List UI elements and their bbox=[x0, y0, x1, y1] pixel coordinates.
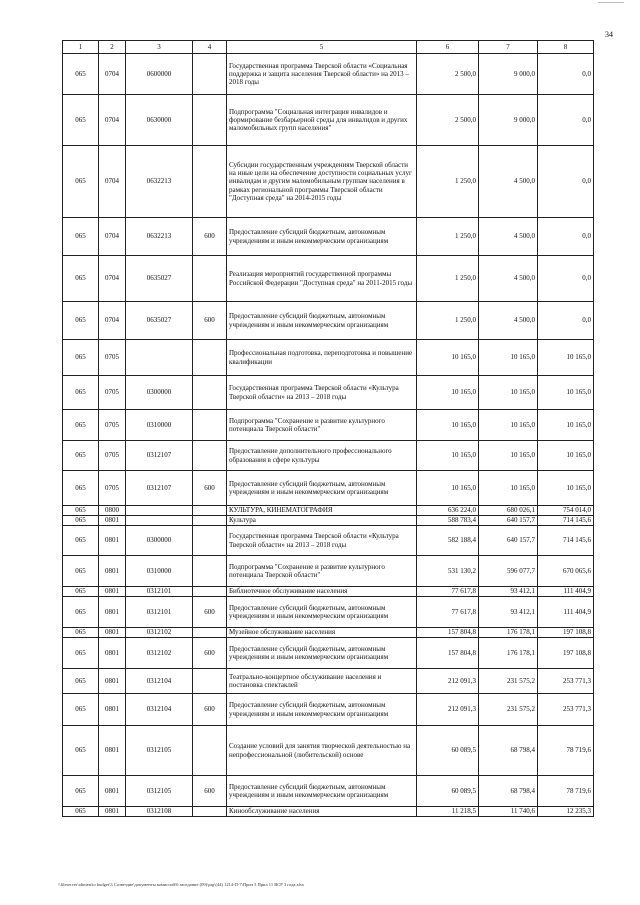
cell-description: Библиотечное обслуживание населения bbox=[227, 587, 417, 597]
cell-description: Предоставление субсидий бюджетным, автономным учреждениям и иным некоммерческим организациям bbox=[227, 638, 417, 669]
cell-amount-year3: 197 108,8 bbox=[538, 628, 594, 638]
cell-section-code: 0801 bbox=[99, 776, 126, 807]
cell-description: Подпрограмма "Сохранение и развитие культурного потенциала Тверской области" bbox=[227, 410, 417, 441]
cell-amount-year2: 176 178,1 bbox=[479, 628, 538, 638]
cell-target-code: 0312101 bbox=[126, 597, 193, 628]
cell-target-code: 0312105 bbox=[126, 726, 193, 776]
cell-amount-year3: 0,0 bbox=[538, 95, 594, 146]
cell-description: Предоставление дополнительного профессионального образования в сфере культуры bbox=[227, 441, 417, 471]
table-row bbox=[63, 302, 594, 340]
cell-amount-year2: 4 500,0 bbox=[479, 256, 538, 302]
cell-section-code: 0801 bbox=[99, 807, 126, 817]
cell-section-code: 0704 bbox=[99, 54, 126, 95]
header-col-7: 7 bbox=[479, 41, 538, 54]
cell-amount-year2: 93 412,1 bbox=[479, 597, 538, 628]
cell-target-code: 0310000 bbox=[126, 410, 193, 441]
cell-expense-type: 600 bbox=[193, 638, 227, 669]
cell-expense-type bbox=[193, 807, 227, 817]
cell-amount-year2: 10 165,0 bbox=[479, 471, 538, 506]
cell-admin-code: 065 bbox=[63, 526, 99, 556]
cell-section-code: 0705 bbox=[99, 471, 126, 506]
cell-amount-year1: 10 165,0 bbox=[417, 441, 479, 471]
cell-amount-year3: 754 014,0 bbox=[538, 506, 594, 516]
cell-amount-year1: 212 091,3 bbox=[417, 694, 479, 726]
cell-section-code: 0705 bbox=[99, 340, 126, 376]
cell-amount-year2: 4 500,0 bbox=[479, 146, 538, 218]
cell-amount-year1: 60 089,5 bbox=[417, 726, 479, 776]
cell-admin-code: 065 bbox=[63, 807, 99, 817]
cell-admin-code: 065 bbox=[63, 54, 99, 95]
cell-amount-year2: 10 165,0 bbox=[479, 376, 538, 410]
table-row bbox=[63, 597, 594, 628]
file-path-footer: \\fileserver\obmen\to budget\3 Созвездие\документы комиссий\6 заседание (09)\prg\(44) 1214-П-7\Прил 3 Прил 11 ВСР 3 года.xlsx bbox=[58, 882, 305, 887]
cell-amount-year3: 0,0 bbox=[538, 146, 594, 218]
cell-expense-type bbox=[193, 340, 227, 376]
table-row bbox=[63, 638, 594, 669]
cell-amount-year3: 78 719,6 bbox=[538, 776, 594, 807]
cell-section-code: 0705 bbox=[99, 376, 126, 410]
cell-target-code bbox=[126, 340, 193, 376]
cell-description: Государственная программа Тверской области «Социальная поддержка и защита населения Тверской области» на 2013 – 2018 годы bbox=[227, 54, 417, 95]
header-col-2: 2 bbox=[99, 41, 126, 54]
cell-section-code: 0801 bbox=[99, 516, 126, 526]
cell-amount-year1: 582 188,4 bbox=[417, 526, 479, 556]
header-col-6: 6 bbox=[417, 41, 479, 54]
cell-amount-year2: 68 798,4 bbox=[479, 726, 538, 776]
cell-section-code: 0801 bbox=[99, 694, 126, 726]
cell-description: Кинообслуживание населения bbox=[227, 807, 417, 817]
cell-section-code: 0801 bbox=[99, 669, 126, 694]
cell-admin-code: 065 bbox=[63, 506, 99, 516]
cell-section-code: 0801 bbox=[99, 638, 126, 669]
cell-target-code: 0632213 bbox=[126, 218, 193, 256]
table-header-row bbox=[63, 41, 594, 54]
cell-admin-code: 065 bbox=[63, 471, 99, 506]
cell-admin-code: 065 bbox=[63, 726, 99, 776]
cell-target-code: 0630000 bbox=[126, 95, 193, 146]
cell-amount-year1: 10 165,0 bbox=[417, 471, 479, 506]
table-row bbox=[63, 95, 594, 146]
cell-admin-code: 065 bbox=[63, 256, 99, 302]
cell-admin-code: 065 bbox=[63, 638, 99, 669]
cell-description: Предоставление субсидий бюджетным, автономным учреждениям и иным некоммерческим организациям bbox=[227, 776, 417, 807]
cell-amount-year1: 636 224,0 bbox=[417, 506, 479, 516]
cell-admin-code: 065 bbox=[63, 146, 99, 218]
cell-admin-code: 065 bbox=[63, 218, 99, 256]
table-row bbox=[63, 340, 594, 376]
cell-expense-type bbox=[193, 628, 227, 638]
cell-amount-year2: 9 000,0 bbox=[479, 54, 538, 95]
header-col-4: 4 bbox=[193, 41, 227, 54]
cell-expense-type: 600 bbox=[193, 776, 227, 807]
cell-description: Создание условий для занятия творческой деятельностью на непрофессиональной (любительской) основе bbox=[227, 726, 417, 776]
cell-amount-year2: 231 575,2 bbox=[479, 694, 538, 726]
cell-target-code: 0312107 bbox=[126, 441, 193, 471]
cell-description: Субсидии государственным учреждениям Тверской области на иные цели на обеспечение доступности социальных услуг инвалидам и другим маломобильным группам населения в рамках региональной программы Тверской области "Доступная среда" на 2014-2015 годы bbox=[227, 146, 417, 218]
cell-amount-year3: 10 165,0 bbox=[538, 471, 594, 506]
cell-amount-year2: 680 026,1 bbox=[479, 506, 538, 516]
table-row bbox=[63, 506, 594, 516]
cell-admin-code: 065 bbox=[63, 776, 99, 807]
table-row bbox=[63, 410, 594, 441]
cell-amount-year1: 1 250,0 bbox=[417, 146, 479, 218]
cell-expense-type: 600 bbox=[193, 471, 227, 506]
cell-amount-year3: 10 165,0 bbox=[538, 441, 594, 471]
table-row bbox=[63, 628, 594, 638]
cell-expense-type bbox=[193, 516, 227, 526]
cell-target-code: 0312107 bbox=[126, 471, 193, 506]
cell-expense-type bbox=[193, 506, 227, 516]
cell-expense-type bbox=[193, 376, 227, 410]
cell-target-code: 0600000 bbox=[126, 54, 193, 95]
cell-amount-year3: 0,0 bbox=[538, 256, 594, 302]
cell-amount-year1: 212 091,3 bbox=[417, 669, 479, 694]
cell-amount-year3: 12 235,3 bbox=[538, 807, 594, 817]
cell-admin-code: 065 bbox=[63, 340, 99, 376]
header-col-8: 8 bbox=[538, 41, 594, 54]
cell-admin-code: 065 bbox=[63, 410, 99, 441]
table-row bbox=[63, 516, 594, 526]
cell-amount-year2: 596 077,7 bbox=[479, 556, 538, 587]
cell-section-code: 0704 bbox=[99, 302, 126, 340]
cell-amount-year2: 11 740,6 bbox=[479, 807, 538, 817]
table-row bbox=[63, 694, 594, 726]
cell-target-code: 0312102 bbox=[126, 628, 193, 638]
cell-admin-code: 065 bbox=[63, 95, 99, 146]
cell-amount-year3: 111 404,9 bbox=[538, 597, 594, 628]
cell-amount-year1: 1 250,0 bbox=[417, 302, 479, 340]
cell-section-code: 0801 bbox=[99, 587, 126, 597]
cell-amount-year1: 10 165,0 bbox=[417, 376, 479, 410]
budget-table bbox=[62, 40, 594, 817]
cell-amount-year3: 10 165,0 bbox=[538, 410, 594, 441]
header-col-1: 1 bbox=[63, 41, 99, 54]
cell-expense-type bbox=[193, 146, 227, 218]
table-row bbox=[63, 376, 594, 410]
cell-expense-type: 600 bbox=[193, 597, 227, 628]
cell-amount-year1: 77 617,8 bbox=[417, 597, 479, 628]
cell-amount-year1: 2 500,0 bbox=[417, 54, 479, 95]
cell-amount-year2: 231 575,2 bbox=[479, 669, 538, 694]
table-row bbox=[63, 726, 594, 776]
cell-section-code: 0801 bbox=[99, 556, 126, 587]
cell-amount-year1: 2 500,0 bbox=[417, 95, 479, 146]
cell-target-code: 0312104 bbox=[126, 694, 193, 726]
cell-amount-year1: 531 130,2 bbox=[417, 556, 479, 587]
cell-amount-year3: 0,0 bbox=[538, 302, 594, 340]
cell-expense-type bbox=[193, 587, 227, 597]
cell-expense-type bbox=[193, 556, 227, 587]
cell-amount-year3: 78 719,6 bbox=[538, 726, 594, 776]
cell-description: Государственная программа Тверской области «Культура Тверской области» на 2013 – 2018 годы bbox=[227, 376, 417, 410]
cell-target-code: 0632213 bbox=[126, 146, 193, 218]
cell-description: Театрально-концертное обслуживание населения и постановка спектаклей bbox=[227, 669, 417, 694]
cell-target-code: 0300000 bbox=[126, 526, 193, 556]
cell-expense-type bbox=[193, 726, 227, 776]
cell-expense-type bbox=[193, 95, 227, 146]
cell-target-code bbox=[126, 516, 193, 526]
cell-amount-year3: 0,0 bbox=[538, 54, 594, 95]
cell-description: Государственная программа Тверской области «Культура Тверской области» на 2013 – 2018 годы bbox=[227, 526, 417, 556]
cell-section-code: 0801 bbox=[99, 628, 126, 638]
cell-amount-year2: 10 165,0 bbox=[479, 441, 538, 471]
cell-amount-year2: 640 157,7 bbox=[479, 526, 538, 556]
cell-target-code: 0312102 bbox=[126, 638, 193, 669]
cell-amount-year1: 1 250,0 bbox=[417, 256, 479, 302]
cell-section-code: 0704 bbox=[99, 218, 126, 256]
cell-description: Предоставление субсидий бюджетным, автономным учреждениям и иным некоммерческим организациям bbox=[227, 471, 417, 506]
header-col-3: 3 bbox=[126, 41, 193, 54]
cell-amount-year1: 60 089,5 bbox=[417, 776, 479, 807]
cell-target-code: 0312105 bbox=[126, 776, 193, 807]
cell-description: Подпрограмма "Сохранение и развитие культурного потенциала Тверской области" bbox=[227, 556, 417, 587]
cell-admin-code: 065 bbox=[63, 441, 99, 471]
cell-description: Подпрограмма "Социальная интеграция инвалидов и формирование безбарьерной среды для инвалидов и других маломобильных групп населения" bbox=[227, 95, 417, 146]
cell-amount-year1: 10 165,0 bbox=[417, 340, 479, 376]
cell-expense-type: 600 bbox=[193, 218, 227, 256]
cell-amount-year2: 4 500,0 bbox=[479, 302, 538, 340]
table-row bbox=[63, 256, 594, 302]
table-row bbox=[63, 471, 594, 506]
cell-target-code: 0312104 bbox=[126, 669, 193, 694]
cell-amount-year1: 77 617,8 bbox=[417, 587, 479, 597]
cell-description: Предоставление субсидий бюджетным, автономным учреждениям и иным некоммерческим организациям bbox=[227, 218, 417, 256]
table-row bbox=[63, 776, 594, 807]
scan-mark bbox=[598, 2, 624, 3]
cell-target-code: 0310000 bbox=[126, 556, 193, 587]
cell-amount-year3: 10 165,0 bbox=[538, 340, 594, 376]
cell-target-code: 0312108 bbox=[126, 807, 193, 817]
cell-amount-year2: 68 798,4 bbox=[479, 776, 538, 807]
cell-amount-year3: 10 165,0 bbox=[538, 376, 594, 410]
cell-admin-code: 065 bbox=[63, 516, 99, 526]
cell-section-code: 0801 bbox=[99, 526, 126, 556]
cell-amount-year1: 157 804,8 bbox=[417, 638, 479, 669]
cell-description: Культура bbox=[227, 516, 417, 526]
table-row bbox=[63, 526, 594, 556]
cell-admin-code: 065 bbox=[63, 302, 99, 340]
cell-amount-year3: 111 404,9 bbox=[538, 587, 594, 597]
cell-amount-year1: 11 218,5 bbox=[417, 807, 479, 817]
table-row bbox=[63, 218, 594, 256]
cell-amount-year2: 10 165,0 bbox=[479, 410, 538, 441]
cell-amount-year2: 93 412,1 bbox=[479, 587, 538, 597]
table-row bbox=[63, 54, 594, 95]
cell-description: Реализация мероприятий государственной программы Российской Федерации "Доступная среда" на 2011-2015 годы bbox=[227, 256, 417, 302]
cell-expense-type bbox=[193, 256, 227, 302]
cell-expense-type bbox=[193, 669, 227, 694]
cell-amount-year1: 588 783,4 bbox=[417, 516, 479, 526]
cell-admin-code: 065 bbox=[63, 694, 99, 726]
cell-amount-year2: 4 500,0 bbox=[479, 218, 538, 256]
table-row bbox=[63, 669, 594, 694]
cell-section-code: 0704 bbox=[99, 95, 126, 146]
cell-admin-code: 065 bbox=[63, 669, 99, 694]
cell-admin-code: 065 bbox=[63, 556, 99, 587]
table-row bbox=[63, 807, 594, 817]
cell-amount-year3: 714 145,6 bbox=[538, 526, 594, 556]
cell-target-code: 0312101 bbox=[126, 587, 193, 597]
cell-target-code: 0300000 bbox=[126, 376, 193, 410]
cell-target-code: 0635027 bbox=[126, 302, 193, 340]
cell-admin-code: 065 bbox=[63, 376, 99, 410]
cell-description: Профессиональная подготовка, переподготовка и повышение квалификации bbox=[227, 340, 417, 376]
cell-section-code: 0704 bbox=[99, 146, 126, 218]
table-row bbox=[63, 441, 594, 471]
page-number: 34 bbox=[605, 30, 613, 39]
table-row bbox=[63, 556, 594, 587]
cell-amount-year3: 670 065,6 bbox=[538, 556, 594, 587]
cell-description: Предоставление субсидий бюджетным, автономным учреждениям и иным некоммерческим организациям bbox=[227, 302, 417, 340]
cell-section-code: 0801 bbox=[99, 726, 126, 776]
cell-section-code: 0801 bbox=[99, 597, 126, 628]
cell-target-code: 0635027 bbox=[126, 256, 193, 302]
cell-amount-year1: 10 165,0 bbox=[417, 410, 479, 441]
cell-amount-year1: 157 804,8 bbox=[417, 628, 479, 638]
cell-expense-type bbox=[193, 54, 227, 95]
cell-amount-year1: 1 250,0 bbox=[417, 218, 479, 256]
cell-admin-code: 065 bbox=[63, 587, 99, 597]
cell-section-code: 0705 bbox=[99, 410, 126, 441]
cell-amount-year3: 253 771,3 bbox=[538, 669, 594, 694]
table-row bbox=[63, 146, 594, 218]
cell-amount-year3: 714 145,6 bbox=[538, 516, 594, 526]
cell-section-code: 0704 bbox=[99, 256, 126, 302]
table-row bbox=[63, 587, 594, 597]
cell-expense-type bbox=[193, 410, 227, 441]
cell-admin-code: 065 bbox=[63, 628, 99, 638]
cell-section-code: 0800 bbox=[99, 506, 126, 516]
header-col-5: 5 bbox=[227, 41, 417, 54]
cell-amount-year2: 640 157,7 bbox=[479, 516, 538, 526]
cell-amount-year3: 197 108,8 bbox=[538, 638, 594, 669]
cell-expense-type bbox=[193, 526, 227, 556]
cell-description: КУЛЬТУРА, КИНЕМАТОГРАФИЯ bbox=[227, 506, 417, 516]
cell-expense-type bbox=[193, 441, 227, 471]
cell-amount-year2: 10 165,0 bbox=[479, 340, 538, 376]
cell-amount-year3: 253 771,3 bbox=[538, 694, 594, 726]
cell-target-code bbox=[126, 506, 193, 516]
cell-amount-year2: 176 178,1 bbox=[479, 638, 538, 669]
cell-expense-type: 600 bbox=[193, 302, 227, 340]
cell-admin-code: 065 bbox=[63, 597, 99, 628]
cell-description: Музейное обслуживание населения bbox=[227, 628, 417, 638]
cell-amount-year2: 9 000,0 bbox=[479, 95, 538, 146]
cell-description: Предоставление субсидий бюджетным, автономным учреждениям и иным некоммерческим организациям bbox=[227, 694, 417, 726]
cell-description: Предоставление субсидий бюджетным, автономным учреждениям и иным некоммерческим организациям bbox=[227, 597, 417, 628]
cell-amount-year3: 0,0 bbox=[538, 218, 594, 256]
cell-section-code: 0705 bbox=[99, 441, 126, 471]
cell-expense-type: 600 bbox=[193, 694, 227, 726]
